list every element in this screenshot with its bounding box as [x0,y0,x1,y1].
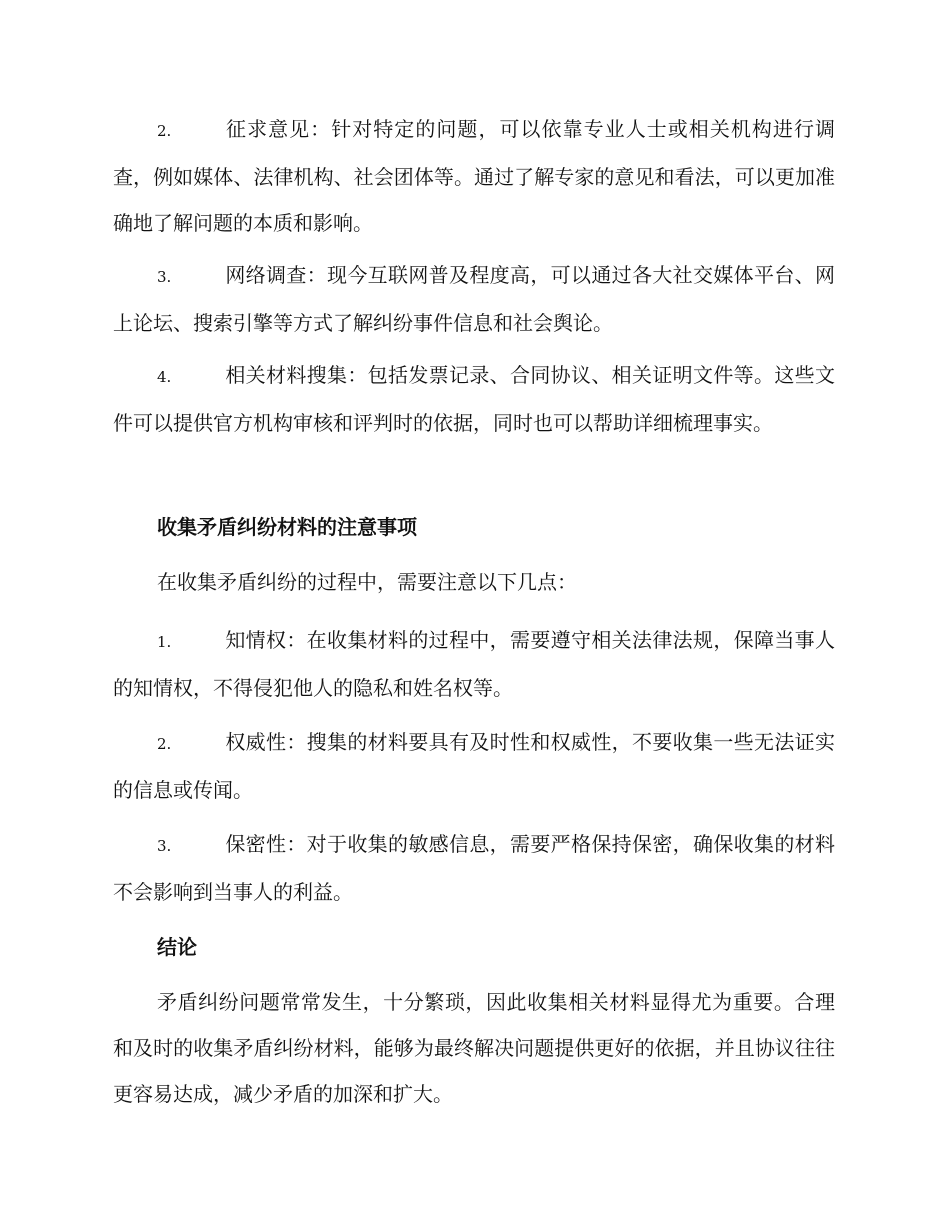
list-text: 知情权：在收集材料的过程中，需要遵守相关法律法规，保障当事人的知情权，不得侵犯他人的隐私和姓名权等。 [113,628,835,700]
list-number: 3. [157,268,172,286]
list-item [113,617,835,711]
precautions-intro: 在收集矛盾纠纷的过程中，需要注意以下几点： [157,570,577,594]
list-number: 3. [157,837,172,855]
list-number: 2. [157,735,172,753]
list-text: 保密性：对于收集的敏感信息，需要严格保持保密，确保收集的材料不会影响到当事人的利益。 [113,832,835,904]
list-item [113,252,835,346]
list-text: 权威性：搜集的材料要具有及时性和权威性，不要收集一些无法证实的信息或传闻。 [113,730,835,802]
list-item [113,719,835,813]
list-item [113,821,835,915]
list-number: 1. [157,633,172,651]
section-heading-precautions: 收集矛盾纠纷材料的注意事项 [157,515,417,539]
section-heading-conclusion: 结论 [157,935,197,959]
list-item [113,352,835,446]
list-text: 征求意见：针对特定的问题，可以依靠专业人士或相关机构进行调查，例如媒体、法律机构、社会团体等。通过了解专家的意见和看法，可以更加准确地了解问题的本质和影响。 [113,117,835,235]
list-number: 4. [157,368,172,386]
list-text: 网络调查：现今互联网普及程度高，可以通过各大社交媒体平台、网上论坛、搜索引擎等方式了解纠纷事件信息和社会舆论。 [113,263,835,335]
list-item [113,106,835,246]
list-number: 2. [157,122,172,140]
conclusion-paragraph: 矛盾纠纷问题常常发生，十分繁琐，因此收集相关材料显得尤为重要。合理和及时的收集矛盾纠纷材料，能够为最终解决问题提供更好的依据，并且协议往往更容易达成，减少矛盾的加深和扩大。 [113,990,835,1106]
list-text: 相关材料搜集：包括发票记录、合同协议、相关证明文件等。这些文件可以提供官方机构审核和评判时的依据，同时也可以帮助详细梳理事实。 [113,363,835,435]
